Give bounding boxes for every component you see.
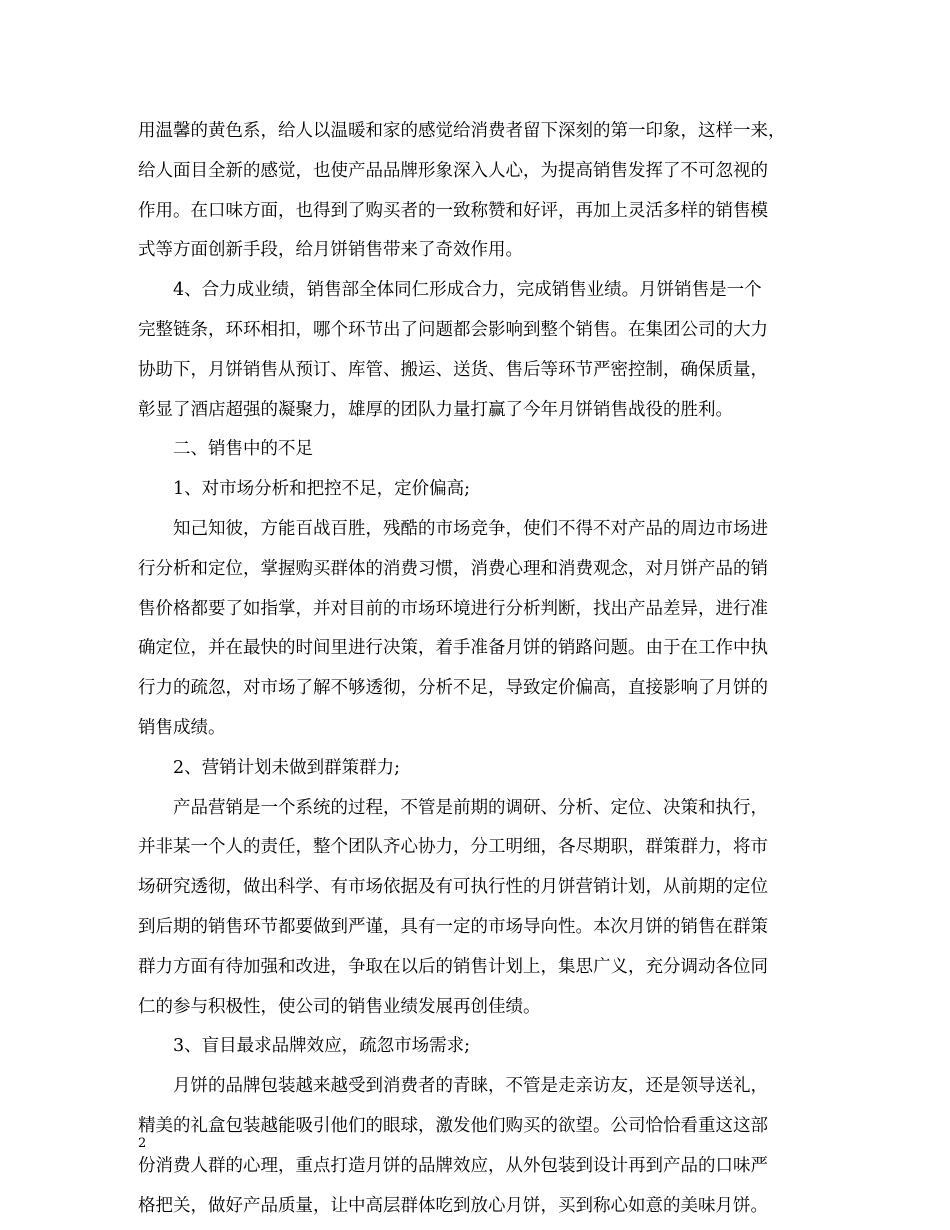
- text-line: 仁的参与积极性，使公司的销售业绩发展再创佳绩。: [138, 996, 541, 1017]
- text-line: 销售成绩。: [138, 717, 226, 738]
- text-line: 1、对市场分析和把控不足，定价偏高;: [173, 479, 471, 500]
- document-body: [138, 112, 828, 1226]
- page-number: 2: [138, 1136, 147, 1151]
- text-line: 群力方面有待加强和改进，争取在以后的销售计划上，集思广义，充分调动各位同: [138, 956, 768, 977]
- text-line: 二、销售中的不足: [173, 439, 313, 460]
- text-line: 完整链条，环环相扣，哪个环节出了问题都会影响到整个销售。在集团公司的大力: [138, 319, 768, 340]
- text-line: 协助下，月饼销售从预订、库管、搬运、送货、售后等环节严密控制，确保质量，: [138, 359, 768, 380]
- text-line: 2、营销计划未做到群策群力;: [173, 757, 401, 778]
- text-line: 精美的礼盒包装越能吸引他们的眼球，激发他们购买的欲望。公司恰恰看重这这部: [138, 1115, 768, 1136]
- text-line: 4、合力成业绩，销售部全体同仁形成合力，完成销售业绩。月饼销售是一个: [173, 280, 762, 301]
- text-line: 格把关，做好产品质量，让中高层群体吃到放心月饼，买到称心如意的美味月饼。: [138, 1195, 768, 1216]
- text-line: 并非某一个人的责任，整个团队齐心协力，分工明细，各尽期职，群策群力，将市: [138, 837, 768, 858]
- text-line: 份消费人群的心理，重点打造月饼的品牌效应，从外包装到设计再到产品的口味严: [138, 1155, 768, 1176]
- text-line: 式等方面创新手段，给月饼销售带来了奇效作用。: [138, 240, 523, 261]
- text-line: 售价格都要了如指掌，并对目前的市场环境进行分析判断，找出产品差异，进行准: [138, 598, 768, 619]
- text-line: 用温馨的黄色系，给人以温暖和家的感觉给消费者留下深刻的第一印象，这样一来，: [138, 121, 786, 141]
- text-line: 场研究透彻，做出科学、有市场依据及有可执行性的月饼营销计划，从前期的定位: [138, 877, 768, 898]
- text-line: 给人面目全新的感觉，也使产品品牌形象深入人心，为提高销售发挥了不可忽视的: [138, 160, 768, 181]
- text-line: 确定位，并在最快的时间里进行决策，着手准备月饼的销路问题。由于在工作中执: [138, 638, 768, 659]
- text-line: 月饼的品牌包装越来越受到消费者的青睐，不管是走亲访友，还是领导送礼，: [173, 1076, 768, 1097]
- text-line: 3、盲目最求品牌效应，疏忽市场需求;: [173, 1036, 471, 1057]
- text-line: 作用。在口味方面，也得到了购买者的一致称赞和好评，再加上灵活多样的销售模: [138, 200, 768, 221]
- text-line: 知己知彼，方能百战百胜，残酷的市场竞争，使们不得不对产品的周边市场进: [173, 518, 768, 539]
- text-line: 行力的疏忽，对市场了解不够透彻，分析不足，导致定价偏高，直接影响了月饼的: [138, 678, 768, 699]
- text-line: 产品营销是一个系统的过程，不管是前期的调研、分析、定位、决策和执行，: [173, 797, 768, 818]
- text-line: 行分析和定位，掌握购买群体的消费习惯，消费心理和消费观念，对月饼产品的销: [138, 558, 768, 579]
- text-line: 到后期的销售环节都要做到严谨，具有一定的市场导向性。本次月饼的销售在群策: [138, 916, 768, 937]
- text-line: 彰显了酒店超强的凝聚力，雄厚的团队力量打赢了今年月饼销售战役的胜利。: [138, 399, 733, 420]
